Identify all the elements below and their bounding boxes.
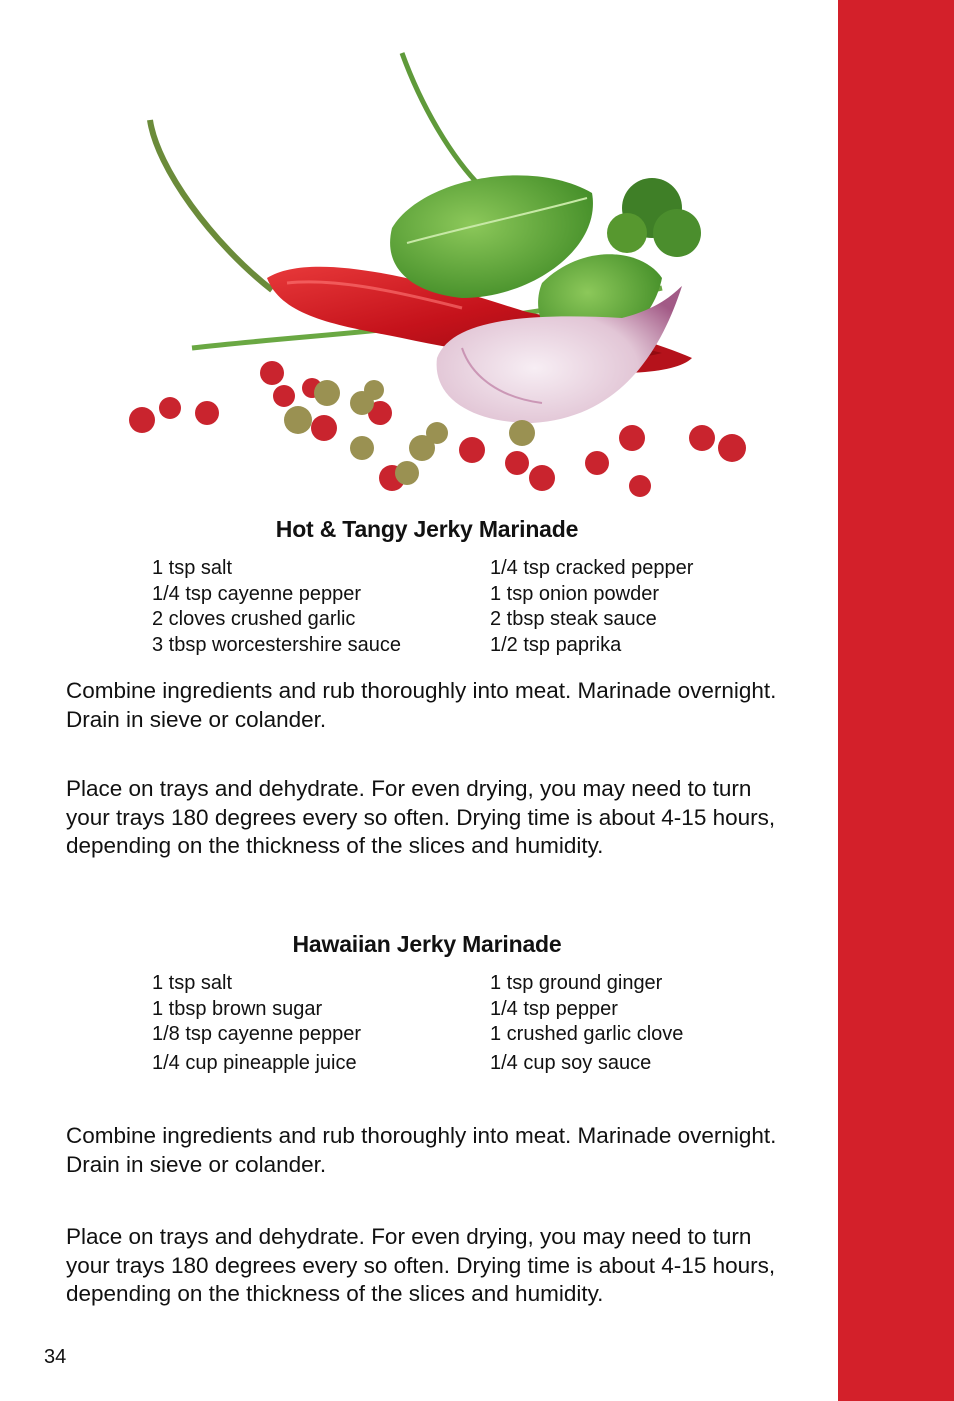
ingredients-right-hawaiian [490,971,683,1076]
ingredient-item: 2 tbsp steak sauce [490,608,657,630]
ingredient-item: 1/4 tsp cracked pepper [490,557,694,579]
ingredient-item: 1/4 tsp cayenne pepper [152,582,362,605]
ingredient-item: 1/4 cup pineapple juice [152,1051,357,1074]
instructions-paragraph: Combine ingredients and rub thoroughly into meat. Marinade overnight. Drain in sieve or colander. [66,678,777,732]
ingredient-item: 1 tsp salt [152,972,233,994]
page-number: 34 [44,1346,67,1368]
ingredients-right-hot-tangy [490,556,693,658]
ingredient-item: 1/4 tsp pepper [490,997,618,1020]
ingredients-left-hawaiian [152,971,361,1076]
ingredient-item: 1 tsp onion powder [490,582,660,605]
chili-garlic-basil-peppercorn-photo [62,28,802,518]
red-side-band [838,0,954,1401]
ingredient-item: 2 cloves crushed garlic [152,608,356,630]
ingredient-item: 1/2 tsp paprika [490,633,622,656]
ingredient-item: 1 tsp ground ginger [490,972,663,994]
ingredient-item: 1/4 cup soy sauce [490,1051,652,1074]
food-photo-icon [62,28,802,518]
ingredient-item: 3 tbsp worcestershire sauce [152,633,402,656]
recipe-title-hot-tangy: Hot & Tangy Jerky Marinade [275,516,579,542]
instructions-paragraph: Place on trays and dehydrate. For even drying, you may need to turn your trays 180 degrees every so often. Drying time is about 4-15 hours, depending on the thickness of the slices and humidity. [66,776,776,858]
ingredient-item: 1/8 tsp cayenne pepper [152,1023,362,1045]
ingredient-item: 1 crushed garlic clove [490,1023,684,1045]
ingredient-item: 1 tbsp brown sugar [152,997,323,1020]
instructions-paragraph: Combine ingredients and rub thoroughly into meat. Marinade overnight. Drain in sieve or colander. [66,1123,777,1177]
ingredient-item: 1 tsp salt [152,557,233,579]
ingredients-left-hot-tangy [152,556,401,658]
instructions-paragraph: Place on trays and dehydrate. For even drying, you may need to turn your trays 180 degrees every so often. Drying time is about 4-15 hours, depending on the thickness of the slices and humidity. [66,1224,776,1306]
recipe-title-hawaiian: Hawaiian Jerky Marinade [292,931,562,957]
